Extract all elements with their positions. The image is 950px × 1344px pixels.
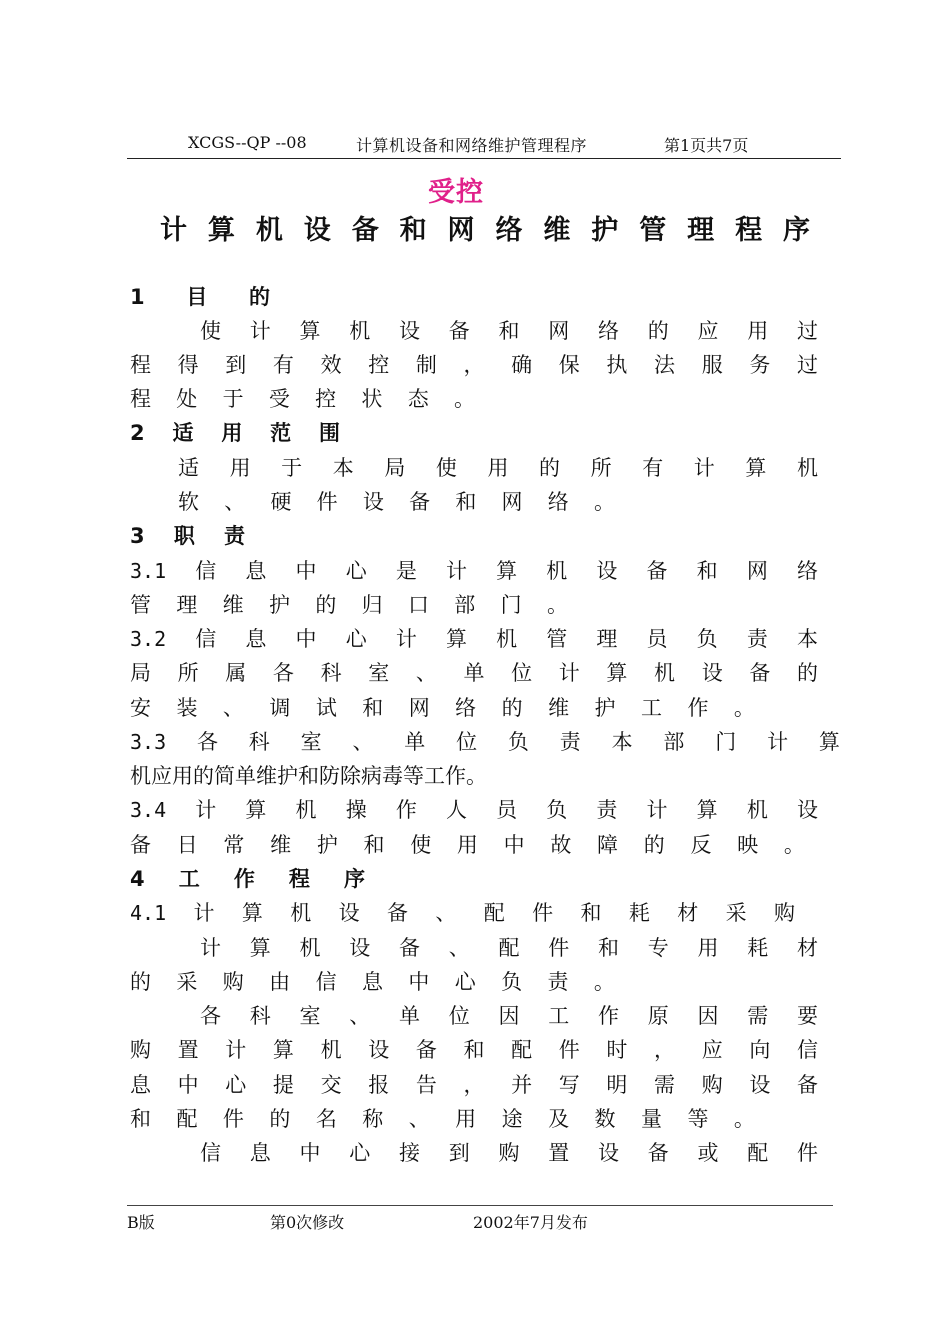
body-line: 程 处 于 受 控 状 态 。 bbox=[130, 387, 475, 411]
body-line: 备 日 常 维 护 和 使 用 中 故 障 的 反 映 。 bbox=[130, 833, 805, 857]
body-line: 使 计 算 机 设 备 和 网 络 的 应 用 过 bbox=[200, 319, 818, 343]
body-line: 4 工 作 程 序 bbox=[130, 867, 365, 891]
page-title: 计 算 机 设 备 和 网 络 维 护 管 理 程 序 bbox=[160, 215, 810, 246]
controlled-stamp: 受控 bbox=[428, 177, 484, 208]
body-line: 机应用的简单维护和防除病毒等工作。 bbox=[130, 764, 487, 788]
revision-label: 第0次修改 bbox=[270, 1213, 345, 1232]
body-line: 管 理 维 护 的 归 口 部 门 。 bbox=[130, 593, 568, 617]
body-line: 3 职 责 bbox=[130, 524, 245, 548]
body-line: 信 息 中 心 接 到 购 置 设 备 或 配 件 bbox=[200, 1141, 818, 1165]
header-rule bbox=[127, 158, 841, 159]
body-line: 3.1 信 息 中 心 是 计 算 机 设 备 和 网 络 bbox=[130, 559, 818, 583]
header-title: 计算机设备和网络维护管理程序 bbox=[356, 136, 588, 155]
body-line: 2 适 用 范 围 bbox=[130, 421, 340, 445]
document-code: XCGS--QP --08 bbox=[188, 133, 307, 152]
footer-rule bbox=[127, 1205, 833, 1206]
body-line: 计 算 机 设 备 、 配 件 和 专 用 耗 材 bbox=[200, 936, 818, 960]
body-line: 软 、 硬 件 设 备 和 网 络 。 bbox=[178, 490, 615, 514]
body-line: 息 中 心 提 交 报 告 ， 并 写 明 需 购 设 备 bbox=[130, 1073, 818, 1097]
body-line: 各 科 室 、 单 位 因 工 作 原 因 需 要 bbox=[200, 1004, 818, 1028]
release-date: 2002年7月发布 bbox=[473, 1213, 588, 1232]
body-line: 4.1 计 算 机 设 备 、 配 件 和 耗 材 采 购 bbox=[130, 901, 795, 925]
body-line: 购 置 计 算 机 设 备 和 配 件 时 ， 应 向 信 bbox=[130, 1038, 818, 1062]
body-line: 程 得 到 有 效 控 制 ， 确 保 执 法 服 务 过 bbox=[130, 353, 818, 377]
body-line: 3.4 计 算 机 操 作 人 员 负 责 计 算 机 设 bbox=[130, 798, 818, 822]
edition-label: B版 bbox=[127, 1213, 155, 1232]
body-line: 局 所 属 各 科 室 、 单 位 计 算 机 设 备 的 bbox=[130, 661, 818, 685]
body-line: 1 目 的 bbox=[130, 285, 270, 309]
body-line: 安 装 、 调 试 和 网 络 的 维 护 工 作 。 bbox=[130, 696, 755, 720]
body-line: 的 采 购 由 信 息 中 心 负 责 。 bbox=[130, 970, 615, 994]
body-line: 3.3 各 科 室 、 单 位 负 责 本 部 门 计 算 bbox=[130, 730, 840, 754]
page-number: 第1页共7页 bbox=[664, 136, 749, 155]
body-line: 和 配 件 的 名 称 、 用 途 及 数 量 等 。 bbox=[130, 1107, 755, 1131]
body-line: 适 用 于 本 局 使 用 的 所 有 计 算 机 bbox=[178, 456, 818, 480]
body-line: 3.2 信 息 中 心 计 算 机 管 理 员 负 责 本 bbox=[130, 627, 818, 651]
